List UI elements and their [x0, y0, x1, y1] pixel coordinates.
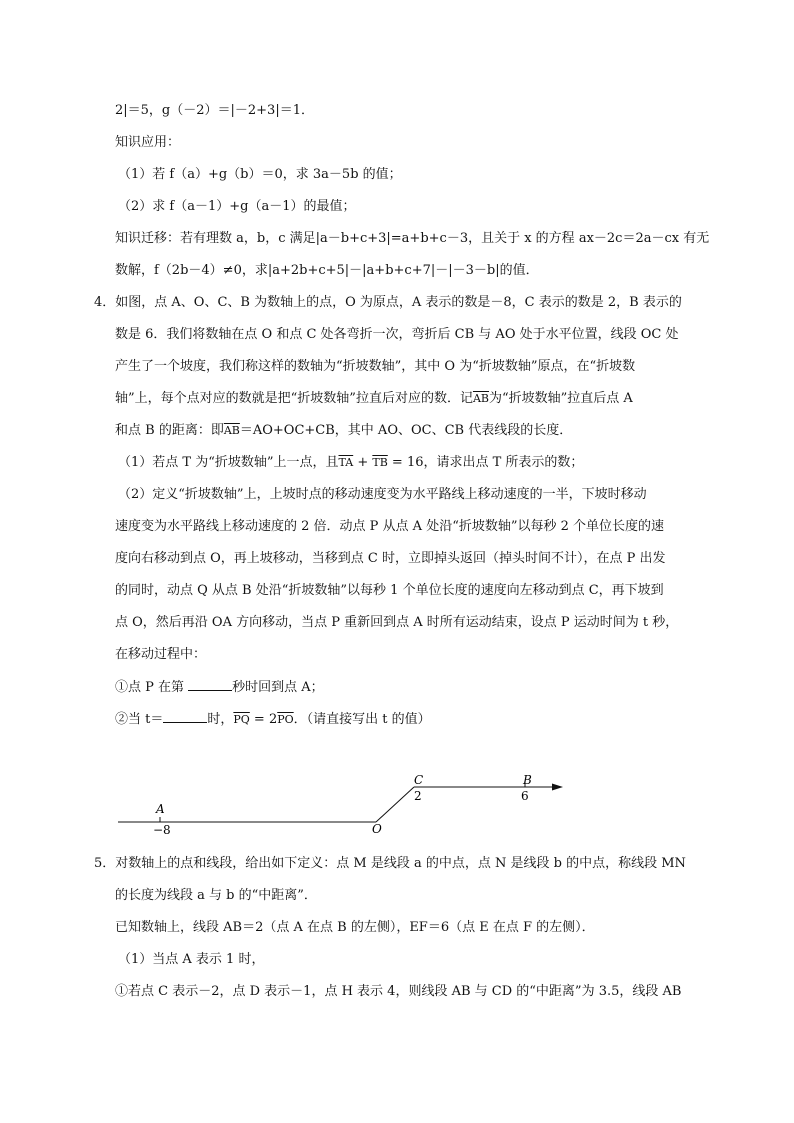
overline-po: $\overline{PO}$: [277, 713, 294, 726]
text-fragment: ．（请直接写出 t 的值）: [293, 712, 431, 727]
text-line: 产生了一个坡度，我们称这样的数轴为“折坡数轴”，其中 O 为“折坡数轴”原点，在“折坡数: [115, 359, 636, 374]
text-fragment: ②当 t＝: [115, 712, 164, 727]
text-fragment: ＝AO+OC+CB，其中 AO、OC、CB 代表线段的长度．: [239, 423, 573, 438]
problem-5-heading: 5．对数轴上的点和线段，给出如下定义：点 M 是线段 a 的中点，点 N 是线段 b 的中点，称线段 MN: [94, 856, 686, 871]
text-line: 在移动过程中：: [115, 647, 207, 662]
text-fragment: = 2: [249, 712, 278, 727]
problem-4-heading: 4．如图，点 A、O、C、B 为数轴上的点，O 为原点，A 表示的数是－8，C 表示的数是 2，B 表示的: [94, 295, 682, 310]
value-label-a: −8: [153, 823, 171, 837]
text-line: 已知数轴上，线段 AB＝2（点 A 在点 B 的左侧），EF＝6（点 E 在点 F 的左侧）．: [115, 920, 595, 935]
text-line: （2）求 f（a－1）+g（a－1）的最值；: [118, 199, 356, 214]
text-fragment: = 16，请求出点 T 所表示的数；: [387, 455, 584, 470]
text-line: [115, 390, 633, 408]
text-fragment: （1）若点 T 为“折坡数轴”上一点，且: [118, 455, 339, 470]
text-line: （2）定义“折坡数轴”上，上坡时点的移动速度变为水平路线上移动速度的一半，下坡时移动: [118, 487, 647, 502]
text-line: 2|＝5，g（－2）＝|－2+3|＝1．: [115, 103, 314, 118]
text-fragment: ①点 P 在第: [115, 680, 185, 695]
overline-ab: $\overline{AB}$: [472, 392, 489, 405]
folded-number-line-figure: [100, 770, 580, 840]
text-line: 点 O，然后再沿 OA 方向移动，当点 P 重新回到点 A 时所有运动结束，设点 P 运动时间为 t 秒，: [115, 615, 679, 630]
text-line: [115, 678, 324, 697]
text-line: 数是 6．我们将数轴在点 O 和点 C 处各弯折一次，弯折后 CB 与 AO 处于水平位置，线段 OC 处: [115, 327, 679, 342]
text-fragment: 秒时回到点 A；: [232, 680, 324, 695]
text-line: [118, 454, 583, 472]
text-line: 的长度为线段 a 与 b 的“中距离”．: [115, 888, 317, 903]
point-label-b: B: [523, 773, 532, 787]
axis-slope: [376, 787, 414, 822]
text-line: （1）若 f（a）+g（b）＝0，求 3a－5b 的值；: [118, 167, 402, 182]
text-line: [115, 422, 572, 440]
text-line: 的同时，动点 Q 从点 B 处沿“折坡数轴”以每秒 1 个单位长度的速度向左移动到点 C，再下坡到: [115, 583, 664, 598]
overline-tb: $\overline{TB}$: [372, 456, 388, 469]
text-fragment: +: [353, 455, 373, 470]
text-line: （1）当点 A 表示 1 时，: [118, 952, 265, 967]
overline-pq: $\overline{PQ}$: [233, 713, 250, 726]
text-line: 速度变为水平路线上移动速度的 2 倍．动点 P 从点 A 处沿“折坡数轴”以每秒 2 个单位长度的速: [115, 519, 665, 534]
text-fragment: 轴”上，每个点对应的数就是把“折坡数轴”拉直后对应的数．记: [115, 391, 473, 406]
point-label-a: A: [156, 802, 165, 816]
text-line: 度向右移动到点 O，再上坡移动，当移到点 C 时，立即掉头返回（掉头时间不计），在点 P 出发: [115, 551, 666, 566]
arrow-icon: [552, 784, 563, 791]
overline-ab: $\overline{AB}$: [223, 424, 240, 437]
text-fragment: 时，: [207, 712, 234, 727]
value-label-b: 6: [521, 789, 529, 803]
overline-ta: $\overline{TA}$: [338, 456, 354, 469]
point-label-o: O: [372, 822, 382, 836]
text-fragment: 为“折坡数轴”拉直后点 A: [488, 391, 633, 406]
value-label-c: 2: [414, 789, 422, 803]
answer-blank[interactable]: [163, 710, 207, 723]
point-label-c: C: [414, 773, 424, 787]
text-fragment: 和点 B 的距离：即: [115, 423, 224, 438]
text-line: 知识迁移：若有理数 a，b，c 满足|a－b+c+3|=a+b+c－3，且关于 x 的方程 ax－2c＝2a－cx 有无: [115, 231, 710, 246]
text-line: 数解，f（2b－4）≠0，求|a+2b+c+5|－|a+b+c+7|－|－3－b|的值．: [115, 263, 539, 278]
text-line: ①若点 C 表示－2，点 D 表示－1，点 H 表示 4，则线段 AB 与 CD 的“中距离”为 3.5，线段 AB: [115, 984, 682, 999]
answer-blank[interactable]: [188, 678, 232, 691]
text-line: [115, 710, 431, 729]
text-line: 知识应用：: [115, 135, 181, 150]
